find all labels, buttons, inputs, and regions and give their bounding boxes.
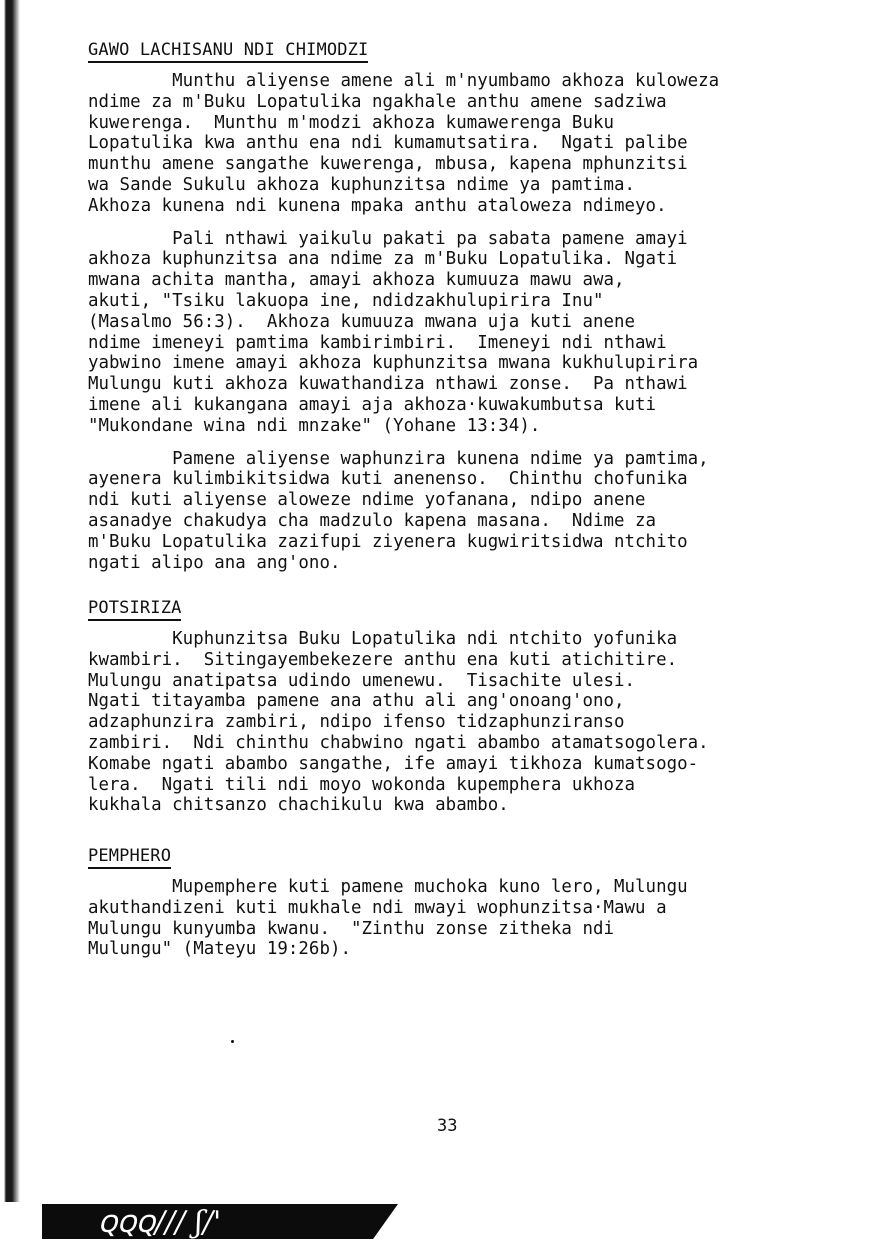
page-binding-edge bbox=[0, 0, 20, 1202]
paragraph: Mupemphere kuti pamene muchoka kuno lero, Mulungu akuthandizeni kuti mukhale ndi mwayi wophunzitsa·Mawu a Mulungu kunyumba kwanu. "Zinthu zonse zitheka ndi Mulungu" (Mateyu 19:26b). bbox=[88, 877, 688, 960]
section-heading: POTSIRIZA bbox=[88, 598, 181, 621]
paragraph: Pali nthawi yaikulu pakati pa sabata pamene amayi akhoza kuphunzitsa ana ndime za m'Buku Lopatulika. Ngati mwana achita mantha, amayi akhoza kumuuza mawu awa, akuti, "Tsiku lakuopa ine, ndidzakhulupirira Inu" (Masalmo 56:3). Akhoza kumuuza mwana uja kuti anene ndime imeneyi pamtima kambirimbiri. Imeneyi ndi nthawi yabwino imene amayi akhoza kuphunzitsa mwana kukhulupirira Mulungu kuti akhoza kuwathandiza nthawi zonse. Pa nthawi imene ali kukangana amayi aja akhoza·kuwakumbutsa kuti "Mukondane wina ndi mnzake" (Yohane 13:34). bbox=[88, 228, 699, 436]
ink-speck bbox=[231, 1040, 234, 1043]
paragraph: Kuphunzitsa Buku Lopatulika ndi ntchito yofunika kwambiri. Sitingayembekezere anthu ena kuti atichitire. Mulungu anatipatsa udindo umenewu. Tisachite ulesi. Ngati titayamba pamene ana athu ali ang'onoang'ono, adzaphunzira zambiri, ndipo ifenso tidzaphunziranso zambiri. Ndi chinthu chabwino ngati abambo atamatsogolera. Komabe ngati abambo sangathe, ife amayi tikhoza kumatsogo- lera. Ngati tili ndi moyo wokonda kupemphera ukhoza kukhala chitsanzo chachikulu kwa abambo. bbox=[88, 629, 709, 816]
paragraph: Munthu aliyense amene ali m'nyumbamo akhoza kuloweza ndime za m'Buku Lopatulika ngakhale anthu amene sadziwa kuwerenga. Munthu m'modzi akhoza kumawerenga Buku Lopatulika kwa anthu ena ndi kumamutsatira. Ngati palibe munthu amene sangathe kuwerenga, mbusa, kapena mphunzitsi wa Sande Sukulu akhoza kuphunzitsa ndime ya pamtima. Akhoza kunena ndi kunena mpaka anthu ataloweza ndimeyo. bbox=[88, 71, 720, 216]
paragraph: Pamene aliyense waphunzira kunena ndime ya pamtima, ayenera kulimbikitsidwa kuti anenenso. Chinthu chofunika ndi kuti aliyense aloweze ndime yofanana, ndipo anene asanadye chakudya cha madzulo kapena masana. Ndime za m'Buku Lopatulika zazifupi ziyenera kugwiritsidwa ntchito ngati alipo ana ang'ono. bbox=[88, 448, 709, 573]
section-potsiriza bbox=[88, 598, 828, 816]
section-gawo-lachisanu bbox=[88, 40, 828, 573]
section-pemphero bbox=[88, 846, 828, 960]
section-heading: GAWO LACHISANU NDI CHIMODZI bbox=[88, 40, 368, 63]
scan-artifact-marks: ꞯꞯꞯ/// ʃ/' bbox=[98, 1205, 222, 1240]
section-heading: PEMPHERO bbox=[88, 846, 171, 869]
page-number: 33 bbox=[437, 1116, 458, 1136]
